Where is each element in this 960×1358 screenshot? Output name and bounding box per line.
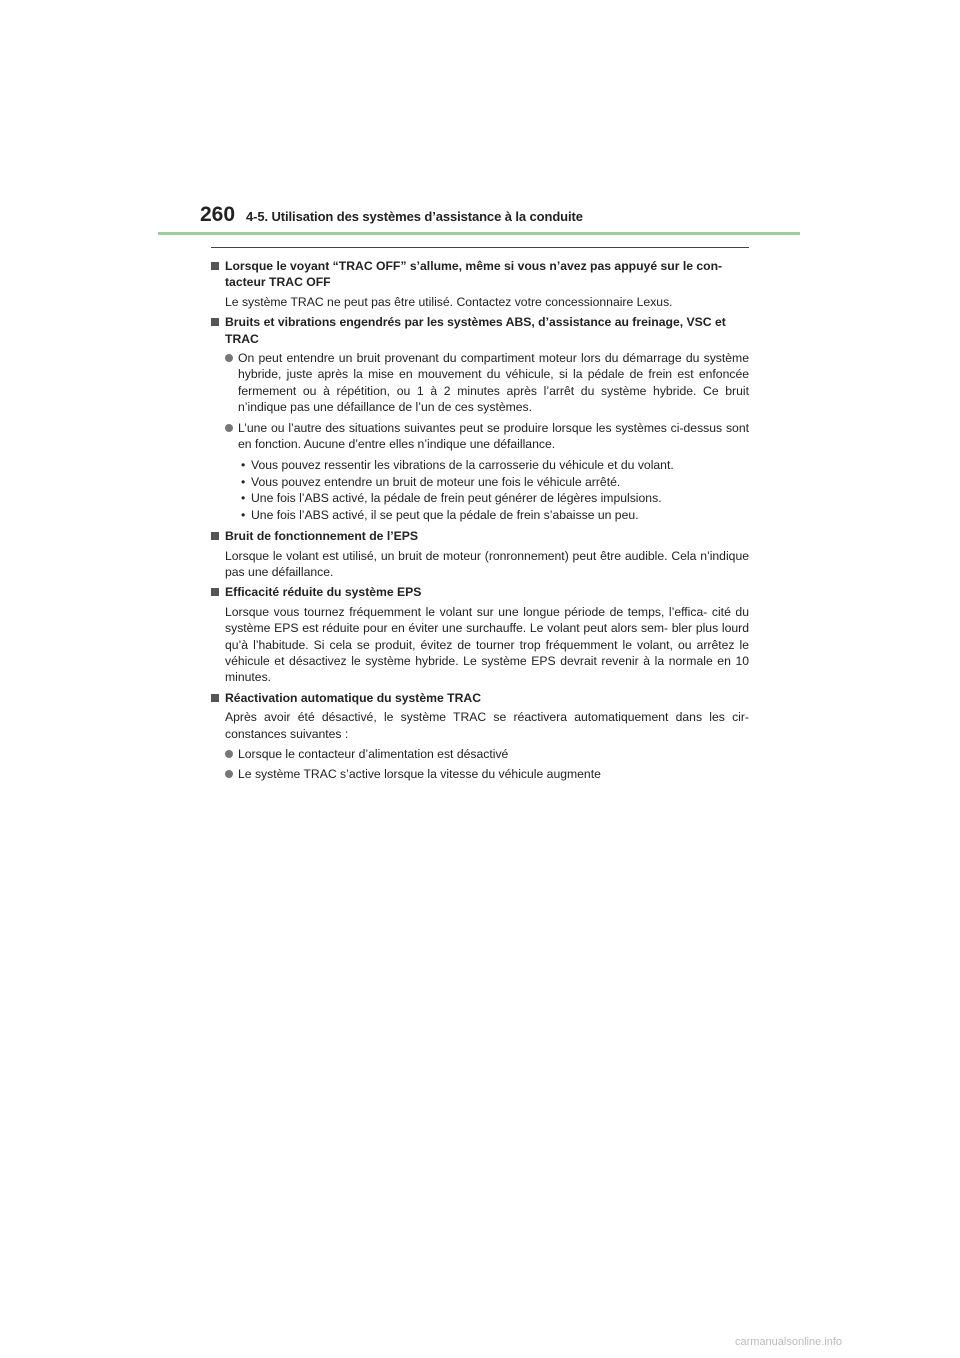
small-bullet-icon: •	[241, 491, 246, 506]
round-bullet-icon	[225, 424, 233, 432]
sub-list-item-text: Une fois l’ABS activé, il se peut que la pédale de frein s’abaisse un peu.	[251, 507, 639, 522]
section-title: Bruits et vibrations engendrés par les systèmes ABS, d’assistance au freinage, VSC et TRAC	[225, 315, 726, 346]
square-bullet-icon	[211, 532, 219, 540]
list-item	[211, 746, 749, 762]
section-trac-reactivation	[211, 690, 749, 783]
header-rule	[158, 232, 800, 235]
round-bullet-icon	[225, 750, 233, 758]
sub-list-item	[211, 457, 749, 473]
small-bullet-icon: •	[241, 507, 246, 522]
section-title: Réactivation automatique du système TRAC	[225, 690, 481, 705]
list-item	[211, 766, 749, 782]
list-item-text: Lorsque le contacteur d’alimentation est désactivé	[238, 746, 509, 761]
section-text: Après avoir été désactivé, le système TRAC se réactivera automatiquement dans les cir- constances suivantes :	[225, 710, 749, 741]
section-eps-reduced	[211, 584, 749, 685]
section-eps-noise	[211, 528, 749, 580]
section-noise-vibrations	[211, 314, 749, 523]
list-item-text: Le système TRAC s’active lorsque la vitesse du véhicule augmente	[238, 767, 601, 782]
sub-list-item	[211, 507, 749, 523]
sub-list	[211, 457, 749, 523]
sub-list-item-text: Une fois l’ABS activé, la pédale de frein peut générer de légères impulsions.	[251, 491, 662, 506]
section-title: Efficacité réduite du système EPS	[225, 585, 422, 600]
section-title: Lorsque le voyant “TRAC OFF” s’allume, même si vous n’avez pas appuyé sur le con- tacteur TRAC OFF	[225, 259, 723, 290]
list-item	[211, 350, 749, 416]
list-item	[211, 420, 749, 453]
section-title: Bruit de fonctionnement de l’EPS	[225, 529, 418, 544]
section-heading	[211, 314, 749, 347]
round-bullet-icon	[225, 770, 233, 778]
section-text: Le système TRAC ne peut pas être utilisé. Contactez votre concessionnaire Lexus.	[225, 294, 673, 309]
sub-list-item	[211, 490, 749, 506]
sub-list-item	[211, 474, 749, 490]
section-text: Lorsque le volant est utilisé, un bruit de moteur (ronronnement) peut être audible. Cela n’indique pas une défaillance.	[225, 548, 749, 579]
round-bullet-icon	[225, 354, 233, 362]
page-content	[211, 258, 749, 787]
square-bullet-icon	[211, 694, 219, 702]
chapter-title: 4-5. Utilisation des systèmes d’assistance à la conduite	[246, 209, 583, 224]
section-heading	[211, 528, 749, 544]
sub-list-item-text: Vous pouvez ressentir les vibrations de la carrosserie du véhicule et du volant.	[251, 458, 674, 473]
section-text: Lorsque vous tournez fréquemment le volant sur une longue période de temps, l’effica- cité du système EPS est réduite pour en éviter une surchauffe. Le volant peut alors sem- bler plus lourd qu’à l’habitude. Si cela se produit, évitez de tourner trop fréquemment le volant, ou arrêtez le véhicule et désactivez le système hybride. Le système EPS devrait revenir à la normale en 10 minutes.	[225, 604, 749, 685]
section-heading	[211, 690, 749, 706]
section-trac-off-indicator	[211, 258, 749, 310]
page-number: 260	[200, 203, 236, 226]
small-bullet-icon: •	[241, 474, 246, 489]
watermark: carmanualsonline.info	[735, 1336, 843, 1348]
section-heading	[211, 258, 749, 291]
list-item-text: On peut entendre un bruit provenant du compartiment moteur lors du démarrage du système hybride, juste après la mise en mouvement du véhicule, si la pédale de frein est enfoncée fermement ou à répétition, ou 1 à 2 minutes après l’arrêt du système hybride. Ce bruit n’indique pas une défaillance de l’un de ces systèmes.	[238, 351, 749, 415]
content-rule	[211, 247, 749, 248]
square-bullet-icon	[211, 588, 219, 596]
square-bullet-icon	[211, 318, 219, 326]
page-header	[200, 203, 800, 235]
section-heading	[211, 584, 749, 600]
square-bullet-icon	[211, 262, 219, 270]
sub-list-item-text: Vous pouvez entendre un bruit de moteur une fois le véhicule arrêté.	[251, 474, 621, 489]
list-item-text: L’une ou l’autre des situations suivantes peut se produire lorsque les systèmes ci-dessus sont en fonction. Aucune d’entre elles n’indique une défaillance.	[238, 420, 749, 452]
small-bullet-icon: •	[241, 458, 246, 473]
